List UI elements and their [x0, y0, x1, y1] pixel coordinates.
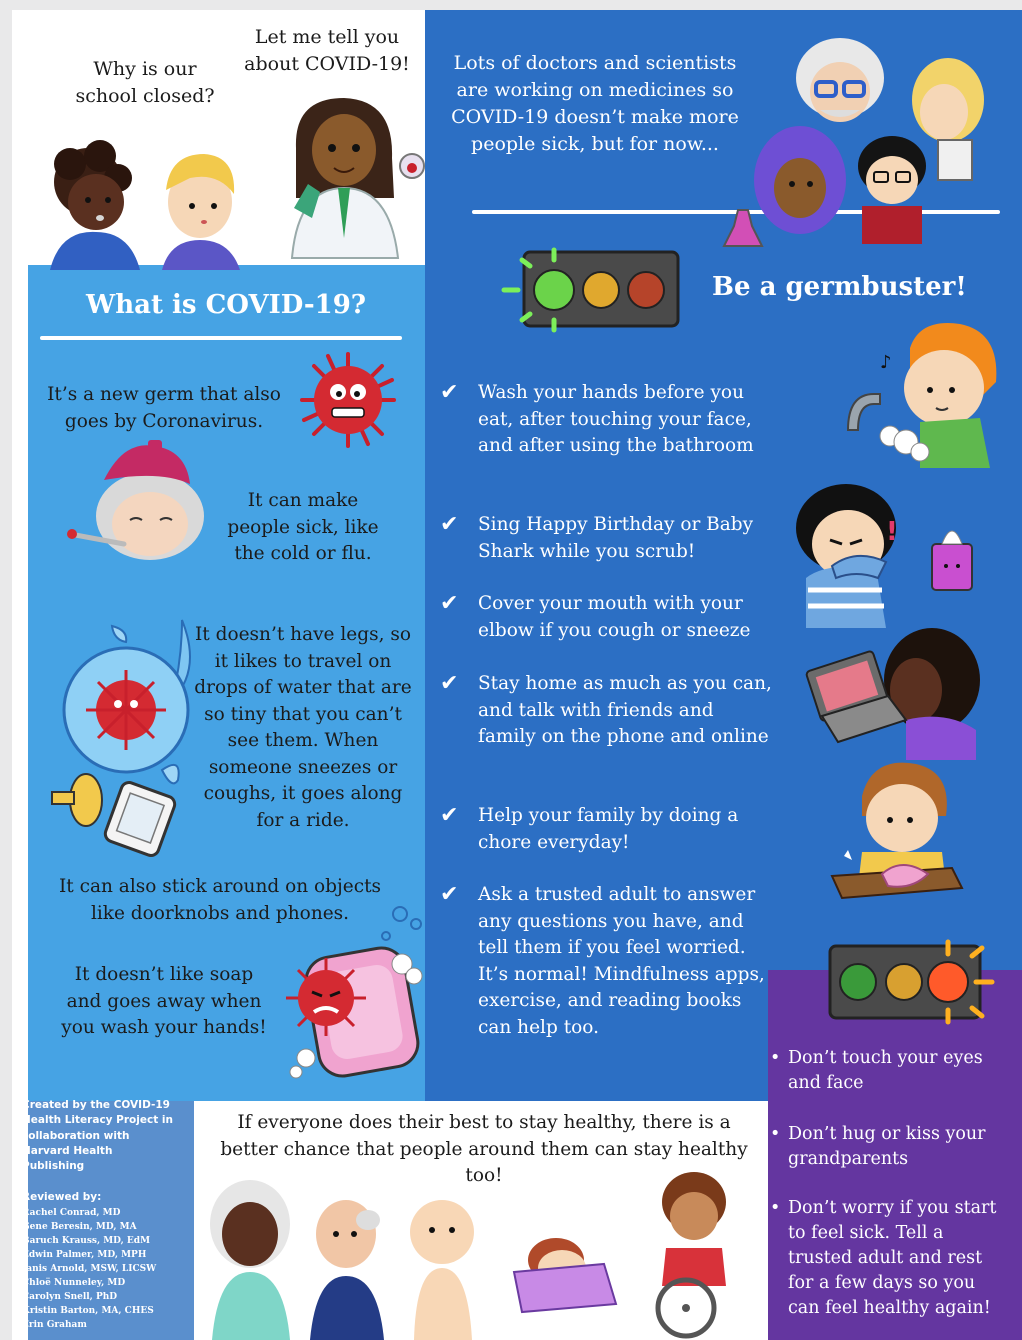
reviewer-name: Gene Beresin, MD, MA — [22, 1221, 137, 1232]
traffic-light-red-icon — [826, 936, 1008, 1026]
check-icon: ✔ — [440, 512, 459, 537]
dont-item-text: Don’t touch your eyes and face — [788, 1048, 983, 1093]
bullet-icon: • — [770, 1124, 781, 1144]
germbuster-item-ask-adult — [440, 882, 775, 1041]
what-is-heading: What is COVID-19? — [86, 290, 367, 320]
dont-item-text: Don’t worry if you start to feel sick. Tell a trusted adult and rest for a few days so you can feel healthy again! — [788, 1198, 997, 1318]
germbuster-item-stay-home — [440, 671, 775, 751]
reviewer-name: Erin Graham — [22, 1319, 87, 1330]
bottom-message: If everyone does their best to stay healthy, there is a better chance that people around them can stay healthy too! — [220, 1112, 748, 1186]
traffic-light-green-icon — [500, 244, 690, 334]
dont-item-hug — [770, 1122, 1002, 1172]
virus-icon — [298, 350, 398, 450]
what-is-p2: It can make people sick, like the cold or flu. — [227, 490, 379, 564]
dont-item-text: Don’t hug or kiss your grandparents — [788, 1124, 986, 1169]
created-by: Created by the COVID-19 Health Literacy Project in collaboration with Harvard Health Publishing — [22, 1099, 173, 1173]
dont-item-worry — [770, 1196, 1002, 1321]
credits-text — [22, 1098, 177, 1332]
germbuster-item-text: Stay home as much as you can, and talk with friends and family on the phone and online — [478, 673, 772, 747]
coughing-kid-illustration — [786, 478, 986, 638]
reviewer-name: Janis Arnold, MSW, LICSW — [22, 1263, 157, 1274]
doorknob-icon — [52, 774, 102, 826]
reviewer-name: Carolyn Snell, PhD — [22, 1291, 118, 1302]
what-is-p5: It doesn’t like soap and goes away when you wash your hands! — [61, 964, 267, 1038]
tissue-box-icon — [932, 531, 972, 590]
kids-illustration — [30, 120, 250, 270]
check-icon: ✔ — [440, 380, 459, 405]
what-is-p1: It’s a new germ that also goes by Coronavirus. — [47, 384, 281, 432]
germbuster-item-text: Sing Happy Birthday or Baby Shark while you scrub! — [478, 514, 754, 562]
what-is-p4: It can also stick around on objects like doorknobs and phones. — [58, 876, 381, 924]
reviewer-name: Rachel Conrad, MD — [22, 1207, 121, 1218]
laptop-kid-illustration — [806, 620, 1006, 760]
check-icon: ✔ — [440, 882, 459, 907]
scientists-illustration — [748, 20, 998, 250]
germbuster-item-text: Ask a trusted adult to answer any questions you have, and tell them if you feel worried. It’s normal! Mindfulness apps, exercise, and reading books can help too. — [478, 884, 765, 1038]
handwashing-kid-illustration — [840, 318, 1010, 468]
check-icon: ✔ — [440, 591, 459, 616]
reviewer-name: Edwin Palmer, MD, MPH — [22, 1249, 147, 1260]
doctor-illustration — [282, 88, 432, 258]
what-is-p3: It doesn’t have legs, so it likes to travel on drops of water that are so tiny that you can’t see them. When someone sneezes or coughs, it goes along for a ride. — [194, 624, 412, 831]
reviewer-name: Baruch Krauss, MD, EdM — [22, 1235, 151, 1246]
divider-what-is — [40, 336, 402, 340]
soap-icon — [282, 908, 432, 1088]
dont-item-touch — [770, 1046, 1002, 1096]
check-icon: ✔ — [440, 671, 459, 696]
bullet-icon: • — [770, 1198, 781, 1218]
people-illustration — [206, 1168, 746, 1340]
germbuster-item-wash — [440, 380, 775, 460]
chore-kid-illustration — [832, 756, 1002, 916]
doctor-speech: Let me tell you about COVID-19! — [244, 26, 410, 75]
phone-icon — [103, 780, 177, 857]
sick-grandma-illustration — [64, 440, 214, 560]
droplet-virus-illustration — [52, 620, 202, 850]
germbuster-item-sing — [440, 512, 775, 565]
germbuster-heading: Be a germbuster! — [712, 272, 967, 302]
germbuster-item-cover — [440, 591, 775, 644]
reviewer-name: Kristin Barton, MA, CHES — [22, 1305, 154, 1316]
germbuster-item-chore — [440, 803, 775, 856]
germbuster-item-text: Wash your hands before you eat, after touching your face, and after using the bathroom — [478, 382, 754, 456]
bullet-icon: • — [770, 1048, 781, 1068]
reviewed-by-label: Reviewed by: — [22, 1191, 102, 1204]
germbuster-item-text: Help your family by doing a chore everyday! — [478, 805, 739, 853]
svg-text:♪: ♪ — [880, 352, 892, 373]
kid-question: Why is our school closed? — [75, 58, 215, 107]
reviewer-name: Chloë Nunneley, MD — [22, 1277, 126, 1288]
check-icon: ✔ — [440, 803, 459, 828]
scientists-text: Lots of doctors and scientists are working on medicines so COVID-19 doesn’t make more people sick, but for now... — [451, 52, 739, 155]
svg-text:!: ! — [886, 517, 898, 547]
germbuster-item-text: Cover your mouth with your elbow if you cough or sneeze — [478, 593, 751, 641]
